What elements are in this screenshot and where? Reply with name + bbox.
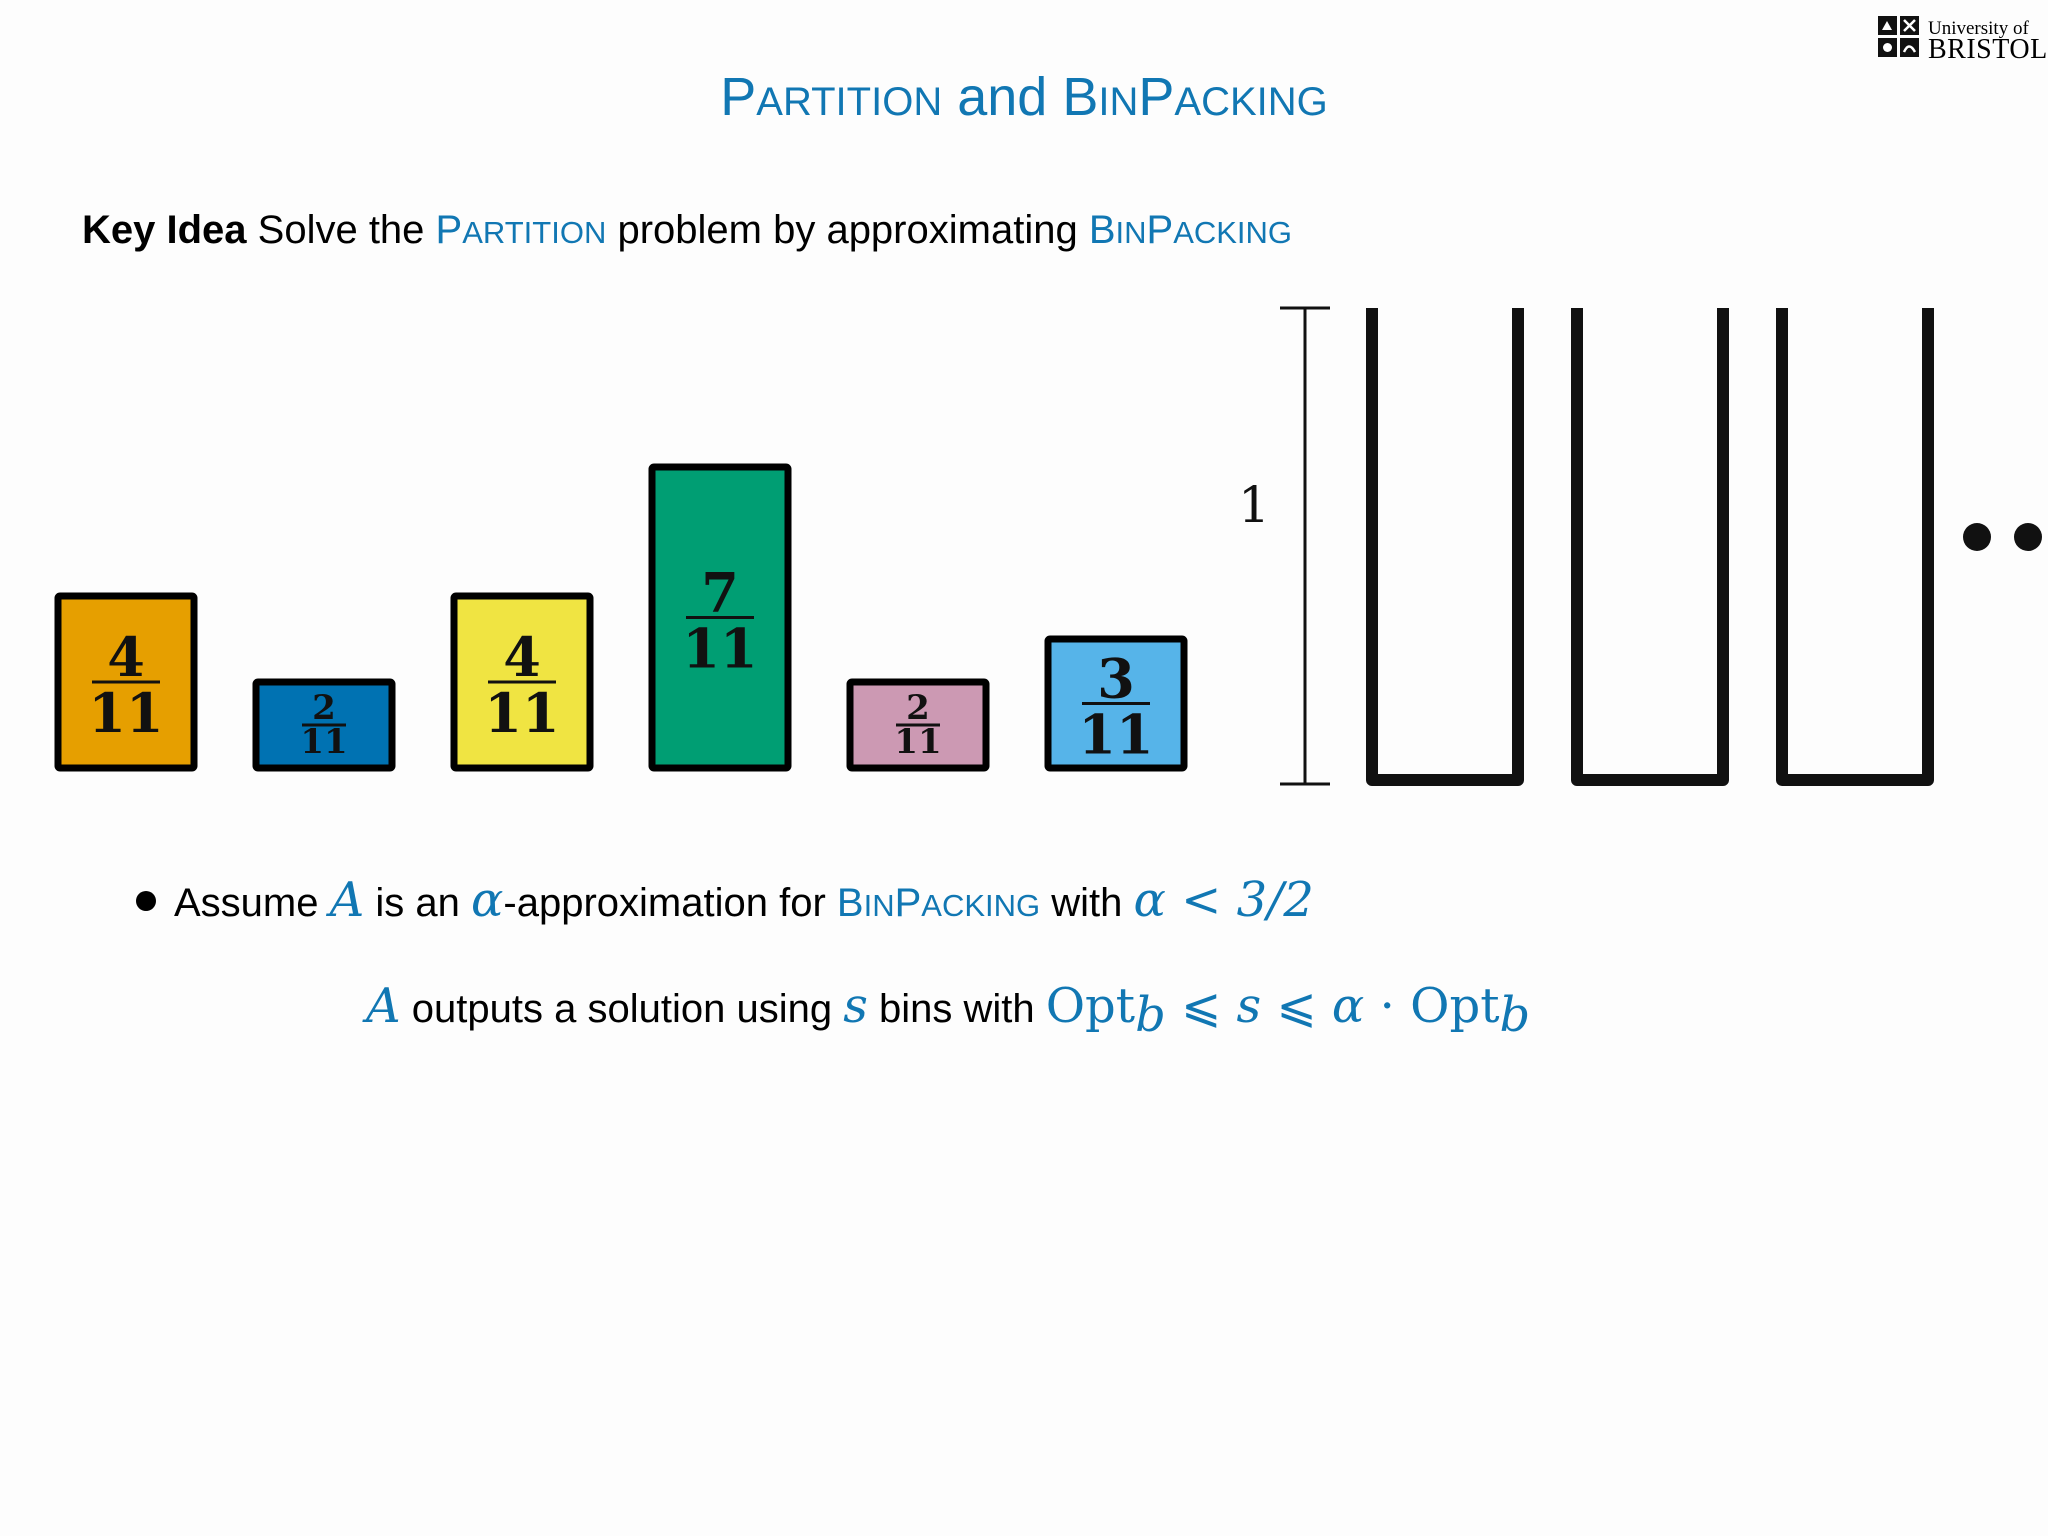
ellipsis-dot xyxy=(2014,523,2042,551)
item-denominator: 11 xyxy=(1078,702,1154,767)
item-numerator: 7 xyxy=(701,560,739,625)
bin-packing-figure xyxy=(0,290,2048,810)
alpha-condition: α < 3/2 xyxy=(1133,872,1314,928)
item-numerator: 3 xyxy=(1097,646,1135,711)
university-logo xyxy=(1876,14,2048,65)
item-denominator: 11 xyxy=(88,681,164,745)
item-denominator: 11 xyxy=(894,722,942,762)
bin-3 xyxy=(1782,308,1928,780)
logo-line-1: University of xyxy=(1928,18,2029,39)
bullet-dot xyxy=(136,891,156,911)
item-denominator: 11 xyxy=(682,616,758,681)
item-numerator: 4 xyxy=(107,625,145,689)
item-numerator: 2 xyxy=(906,688,930,728)
slide-title: PARTITION and BINPACKING xyxy=(720,67,1328,127)
capacity-label: 1 xyxy=(1238,476,1270,534)
binpacking-term: BINPACKING xyxy=(836,881,1041,925)
output-statement: A outputs a solution using s bins with Opt$_b$ ⩽ s ⩽ α · Opt$_b$ xyxy=(366,978,1531,1043)
key-idea-label: Key Idea xyxy=(82,208,247,252)
binpacking-term: BINPACKING xyxy=(1088,208,1293,252)
bin-1 xyxy=(1372,308,1518,780)
assumption-bullet: Assume A is an α-approximation for BINPACKING with α < 3/2 xyxy=(136,872,1314,928)
bin-2 xyxy=(1577,308,1723,780)
key-idea-line: Key Idea Solve the PARTITION problem by approximating BINPACKING xyxy=(82,208,1293,252)
partition-term: PARTITION xyxy=(435,208,607,252)
item-denominator: 11 xyxy=(300,722,348,762)
item-numerator: 4 xyxy=(503,625,541,689)
item-numerator: 2 xyxy=(312,688,336,728)
ellipsis-dot xyxy=(1963,523,1991,551)
logo-line-2: BRISTOL xyxy=(1928,34,2048,65)
item-denominator: 11 xyxy=(484,681,560,745)
bristol-crest-icon xyxy=(1876,14,1922,60)
